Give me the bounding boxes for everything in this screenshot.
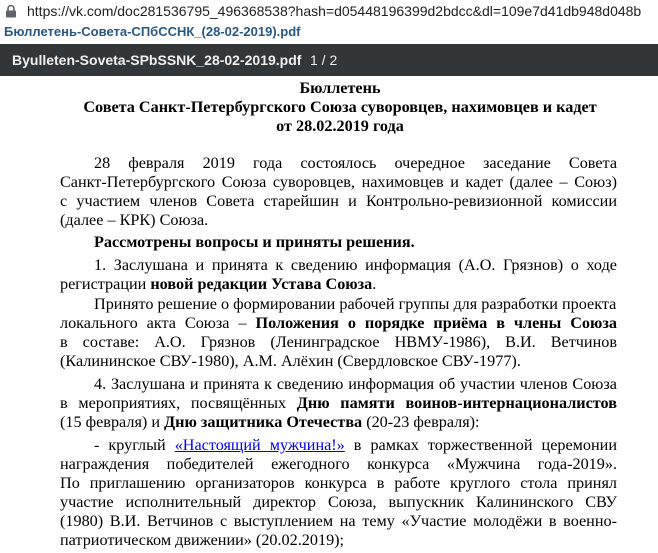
text-run: .	[372, 275, 377, 293]
tab-title[interactable]: Бюллетень-Совета-СПбССНК_(28-02-2019).pdf	[4, 24, 301, 39]
document-content	[0, 76, 658, 553]
item-1-line	[60, 314, 617, 332]
url-text[interactable]: https://vk.com/doc281536795_496368538?hash=d05448196399d2bdcc&dl=109e7d41db948d048b	[27, 3, 642, 19]
text-run: (20-23 февраля):	[362, 413, 480, 431]
bullet-line: По приглашению организаторов конкурса в работе круглого стола принял	[60, 474, 617, 492]
address-bar[interactable]	[0, 0, 658, 24]
doc-title: Бюллетень	[299, 79, 381, 97]
item-4-line	[60, 394, 617, 412]
bullet-line	[94, 436, 617, 454]
item-4-line	[60, 413, 480, 431]
pdf-toolbar	[0, 44, 658, 76]
bold-run: Дню памяти воинов-интернационалистов	[296, 394, 617, 412]
lock-icon	[5, 5, 17, 18]
doc-subtitle: Совета Санкт-Петербургского Союза суворовцев, нахимовцев и кадет	[83, 98, 597, 116]
text-run: в рамках торжественной церемонии	[344, 436, 618, 454]
bold-run: Дню защитника Отечества	[164, 413, 363, 431]
paragraph-line: с участием членов Совета старейшин и Контрольно-ревизионной комиссии	[60, 192, 617, 210]
bullet-line: патриотическом движении» (20.02.2019);	[60, 531, 345, 549]
item-1-line: (Калининское СВУ-1980), А.М. Алёхин (Свердловское СВУ-1977).	[60, 352, 521, 370]
item-1-line: Принято решение о формировании рабочей группы для разработки проекта	[94, 295, 617, 313]
roundtable-link[interactable]: «Настоящий мужчина!»	[174, 436, 345, 454]
paragraph-line: Санкт-Петербургского Союза суворовцев, нахимовцев и кадет (далее – Союз)	[60, 173, 617, 191]
text-run: регистрации	[60, 275, 151, 293]
item-1-line	[60, 275, 376, 293]
item-4-line: 4. Заслушана и принята к сведению информация об участии членов Союза	[94, 375, 617, 393]
paragraph-line: 28 февраля 2019 года состоялось очередное заседание Совета	[94, 154, 617, 172]
item-1-line: в составе: А.О. Грязнов (Ленинградское НВМУ-1986), В.И. Ветчинов	[60, 333, 617, 351]
bullet-line: участие исполнительный директор Союза, выпускник Калининского СВУ	[60, 493, 617, 511]
section-heading: Рассмотрены вопросы и приняты решения.	[94, 233, 415, 251]
paragraph-line: (далее – КРК) Союза.	[60, 211, 209, 229]
text-run: (15 февраля) и	[60, 413, 165, 431]
page-indicator[interactable]: 1 / 2	[310, 52, 338, 68]
bullet-line: награждения победителей ежегодного конкурса «Мужчина года-2019».	[60, 455, 617, 473]
bold-run: новой редакции Устава Союза	[150, 275, 373, 293]
pdf-file-name: Byulleten-Soveta-SPbSSNK_28-02-2019.pdf	[12, 52, 302, 68]
bullet-line: (1980) В.И. Ветчинов с выступлением на тему «Участие молодёжи в военно-	[60, 512, 617, 530]
item-1-line: 1. Заслушана и принята к сведению информация (А.О. Грязнов) о ходе	[94, 256, 617, 274]
text-run: локального акта Союза –	[60, 314, 256, 332]
doc-date: от 28.02.2019 года	[276, 117, 404, 135]
text-run: в мероприятиях, посвящённых	[60, 394, 297, 412]
text-run: - круглый	[94, 436, 175, 454]
bold-run: Положения о порядке приёма в члены Союза	[255, 314, 617, 332]
